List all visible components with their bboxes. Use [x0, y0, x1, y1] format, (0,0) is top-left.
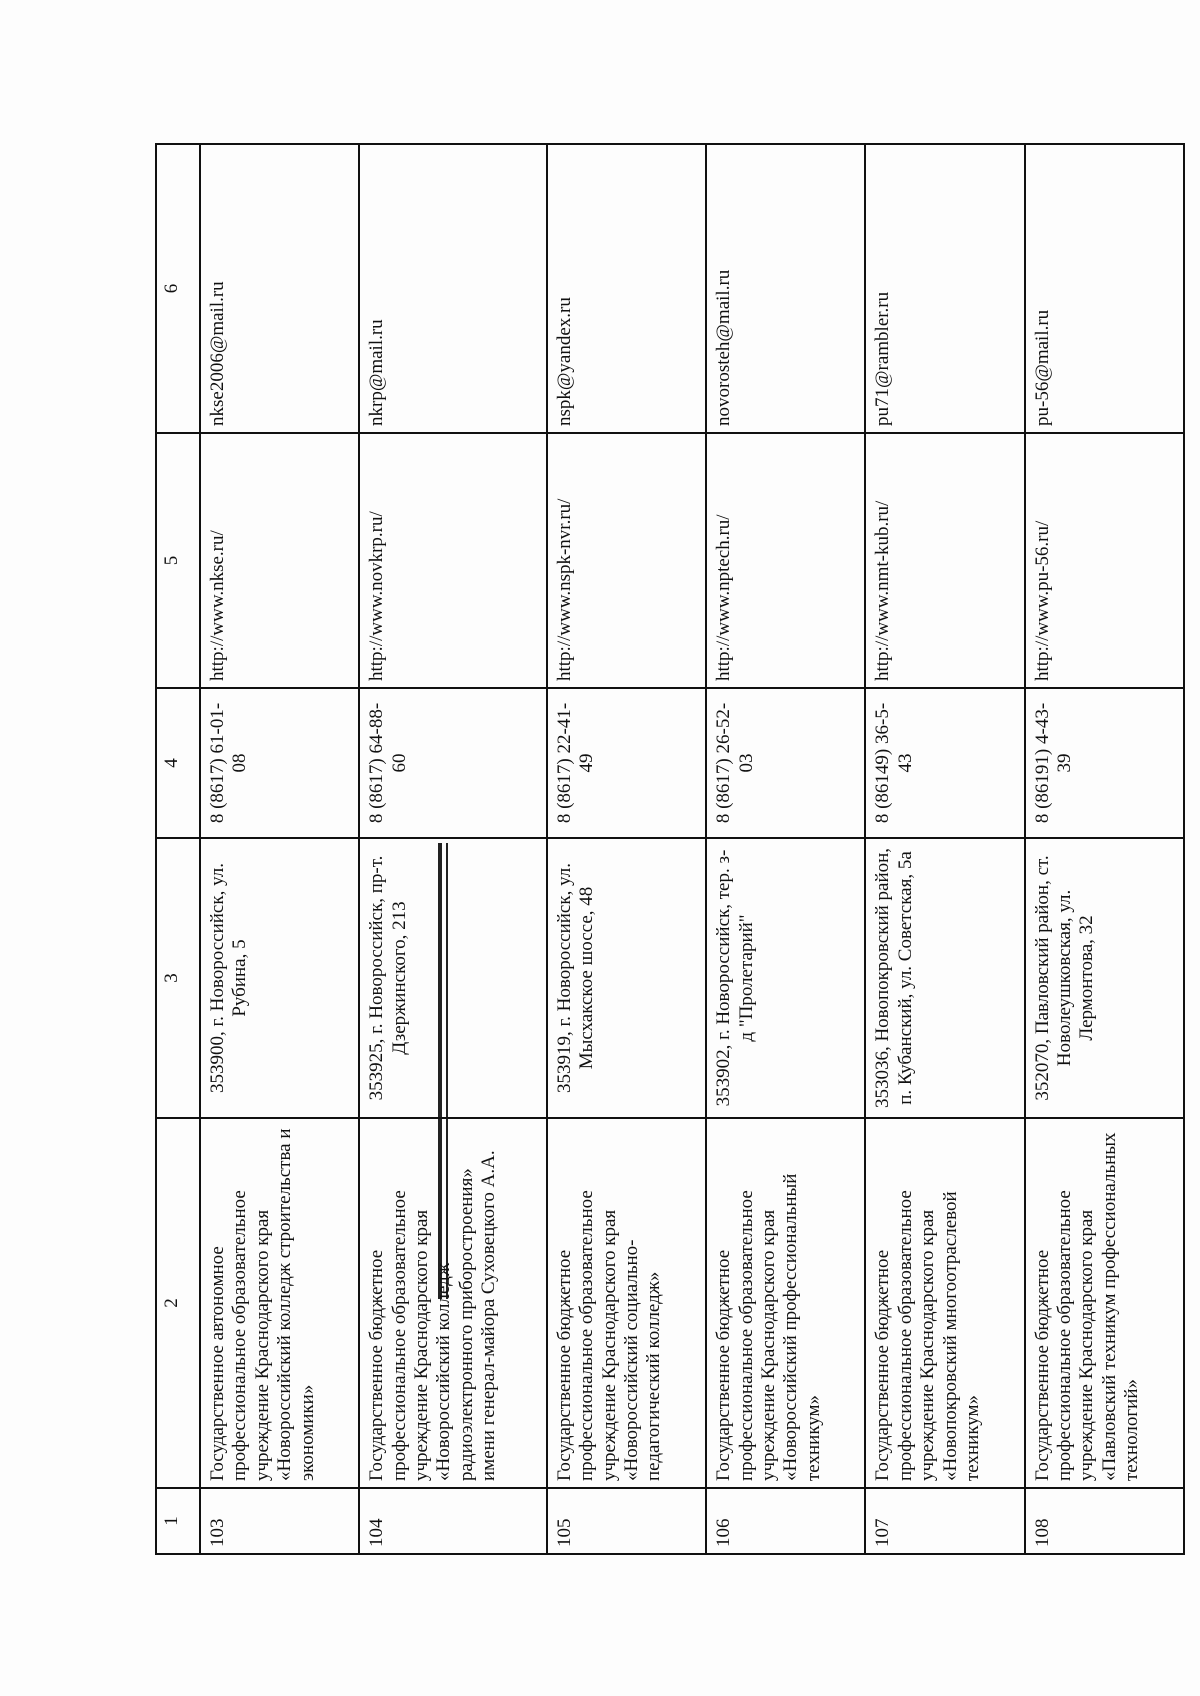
email: nspk@yandex.ru	[547, 144, 706, 433]
col-header-3: 3	[156, 838, 200, 1118]
row-number: 108	[1025, 1488, 1184, 1554]
col-header-2: 2	[156, 1118, 200, 1488]
rotated-table-wrapper	[155, 145, 1185, 1555]
website: http://www.pu-56.ru/	[1025, 433, 1184, 688]
institution-name: Государственное бюджетное профессиональное образовательное учреждение Краснодарского края «Новопокровский многоотраслевой техникум»	[865, 1118, 1024, 1488]
address: 353902, г. Новороссийск, тер. з-д "Пролетарий"	[706, 838, 865, 1118]
address: 353036, Новопокровский район, п. Кубанский, ул. Советская, 5а	[865, 838, 1024, 1118]
table-row	[547, 144, 706, 1554]
table-row	[706, 144, 865, 1554]
institution-name: Государственное автономное профессиональное образовательное учреждение Краснодарского края «Новороссийский колледж строительства и экономики»	[200, 1118, 359, 1488]
institution-name: Государственное бюджетное профессиональное образовательное учреждение Краснодарского края «Новороссийский колледж радиоэлектронного приборостроения» имени генерал-майора Суховецкого А.А.	[359, 1118, 547, 1488]
col-header-4: 4	[156, 688, 200, 838]
phone: 8 (8617) 22-41-49	[547, 688, 706, 838]
email: pu-56@mail.ru	[1025, 144, 1184, 433]
row-number: 103	[200, 1488, 359, 1554]
email: novorosteh@mail.ru	[706, 144, 865, 433]
col-header-5: 5	[156, 433, 200, 688]
address: 353919, г. Новороссийск, ул. Мысхакское шоссе, 48	[547, 838, 706, 1118]
table-row	[200, 144, 359, 1554]
institution-name: Государственное бюджетное профессиональное образовательное учреждение Краснодарского края «Новороссийский социально-педагогический колледж»	[547, 1118, 706, 1488]
row-number: 107	[865, 1488, 1024, 1554]
col-header-1: 1	[156, 1488, 200, 1554]
website: http://www.nptech.ru/	[706, 433, 865, 688]
address: 353900, г. Новороссийск, ул. Рубина, 5	[200, 838, 359, 1118]
row-number: 105	[547, 1488, 706, 1554]
email: pu71@rambler.ru	[865, 144, 1024, 433]
table-row	[359, 144, 547, 1554]
institutions-table	[155, 143, 1185, 1555]
row-number: 104	[359, 1488, 547, 1554]
website: http://www.nspk-nvr.ru/	[547, 433, 706, 688]
website: http://www.nkse.ru/	[200, 433, 359, 688]
institution-name: Государственное бюджетное профессиональное образовательное учреждение Краснодарского края «Павловский техникум профессиональных технологий»	[1025, 1118, 1184, 1488]
address: 352070, Павловский район, ст. Новолеушковская, ул. Лермонтова, 32	[1025, 838, 1184, 1118]
col-header-6: 6	[156, 144, 200, 433]
email: nkse2006@mail.ru	[200, 144, 359, 433]
phone: 8 (8617) 61-01-08	[200, 688, 359, 838]
row-number: 106	[706, 1488, 865, 1554]
phone: 8 (8617) 26-52-03	[706, 688, 865, 838]
table-row	[1025, 144, 1184, 1554]
phone: 8 (86149) 36-5-43	[865, 688, 1024, 838]
phone: 8 (86191) 4-43-39	[1025, 688, 1184, 838]
email: nkrp@mail.ru	[359, 144, 547, 433]
address: 353925, г. Новороссийск, пр-т. Дзержинского, 213	[359, 838, 547, 1118]
table-row	[865, 144, 1024, 1554]
header-row	[156, 144, 200, 1554]
website: http://www.novkrp.ru/	[359, 433, 547, 688]
institution-name: Государственное бюджетное профессиональное образовательное учреждение Краснодарского края «Новороссийский профессиональный техникум»	[706, 1118, 865, 1488]
website: http://www.nmt-kub.ru/	[865, 433, 1024, 688]
phone: 8 (8617) 64-88-60	[359, 688, 547, 838]
